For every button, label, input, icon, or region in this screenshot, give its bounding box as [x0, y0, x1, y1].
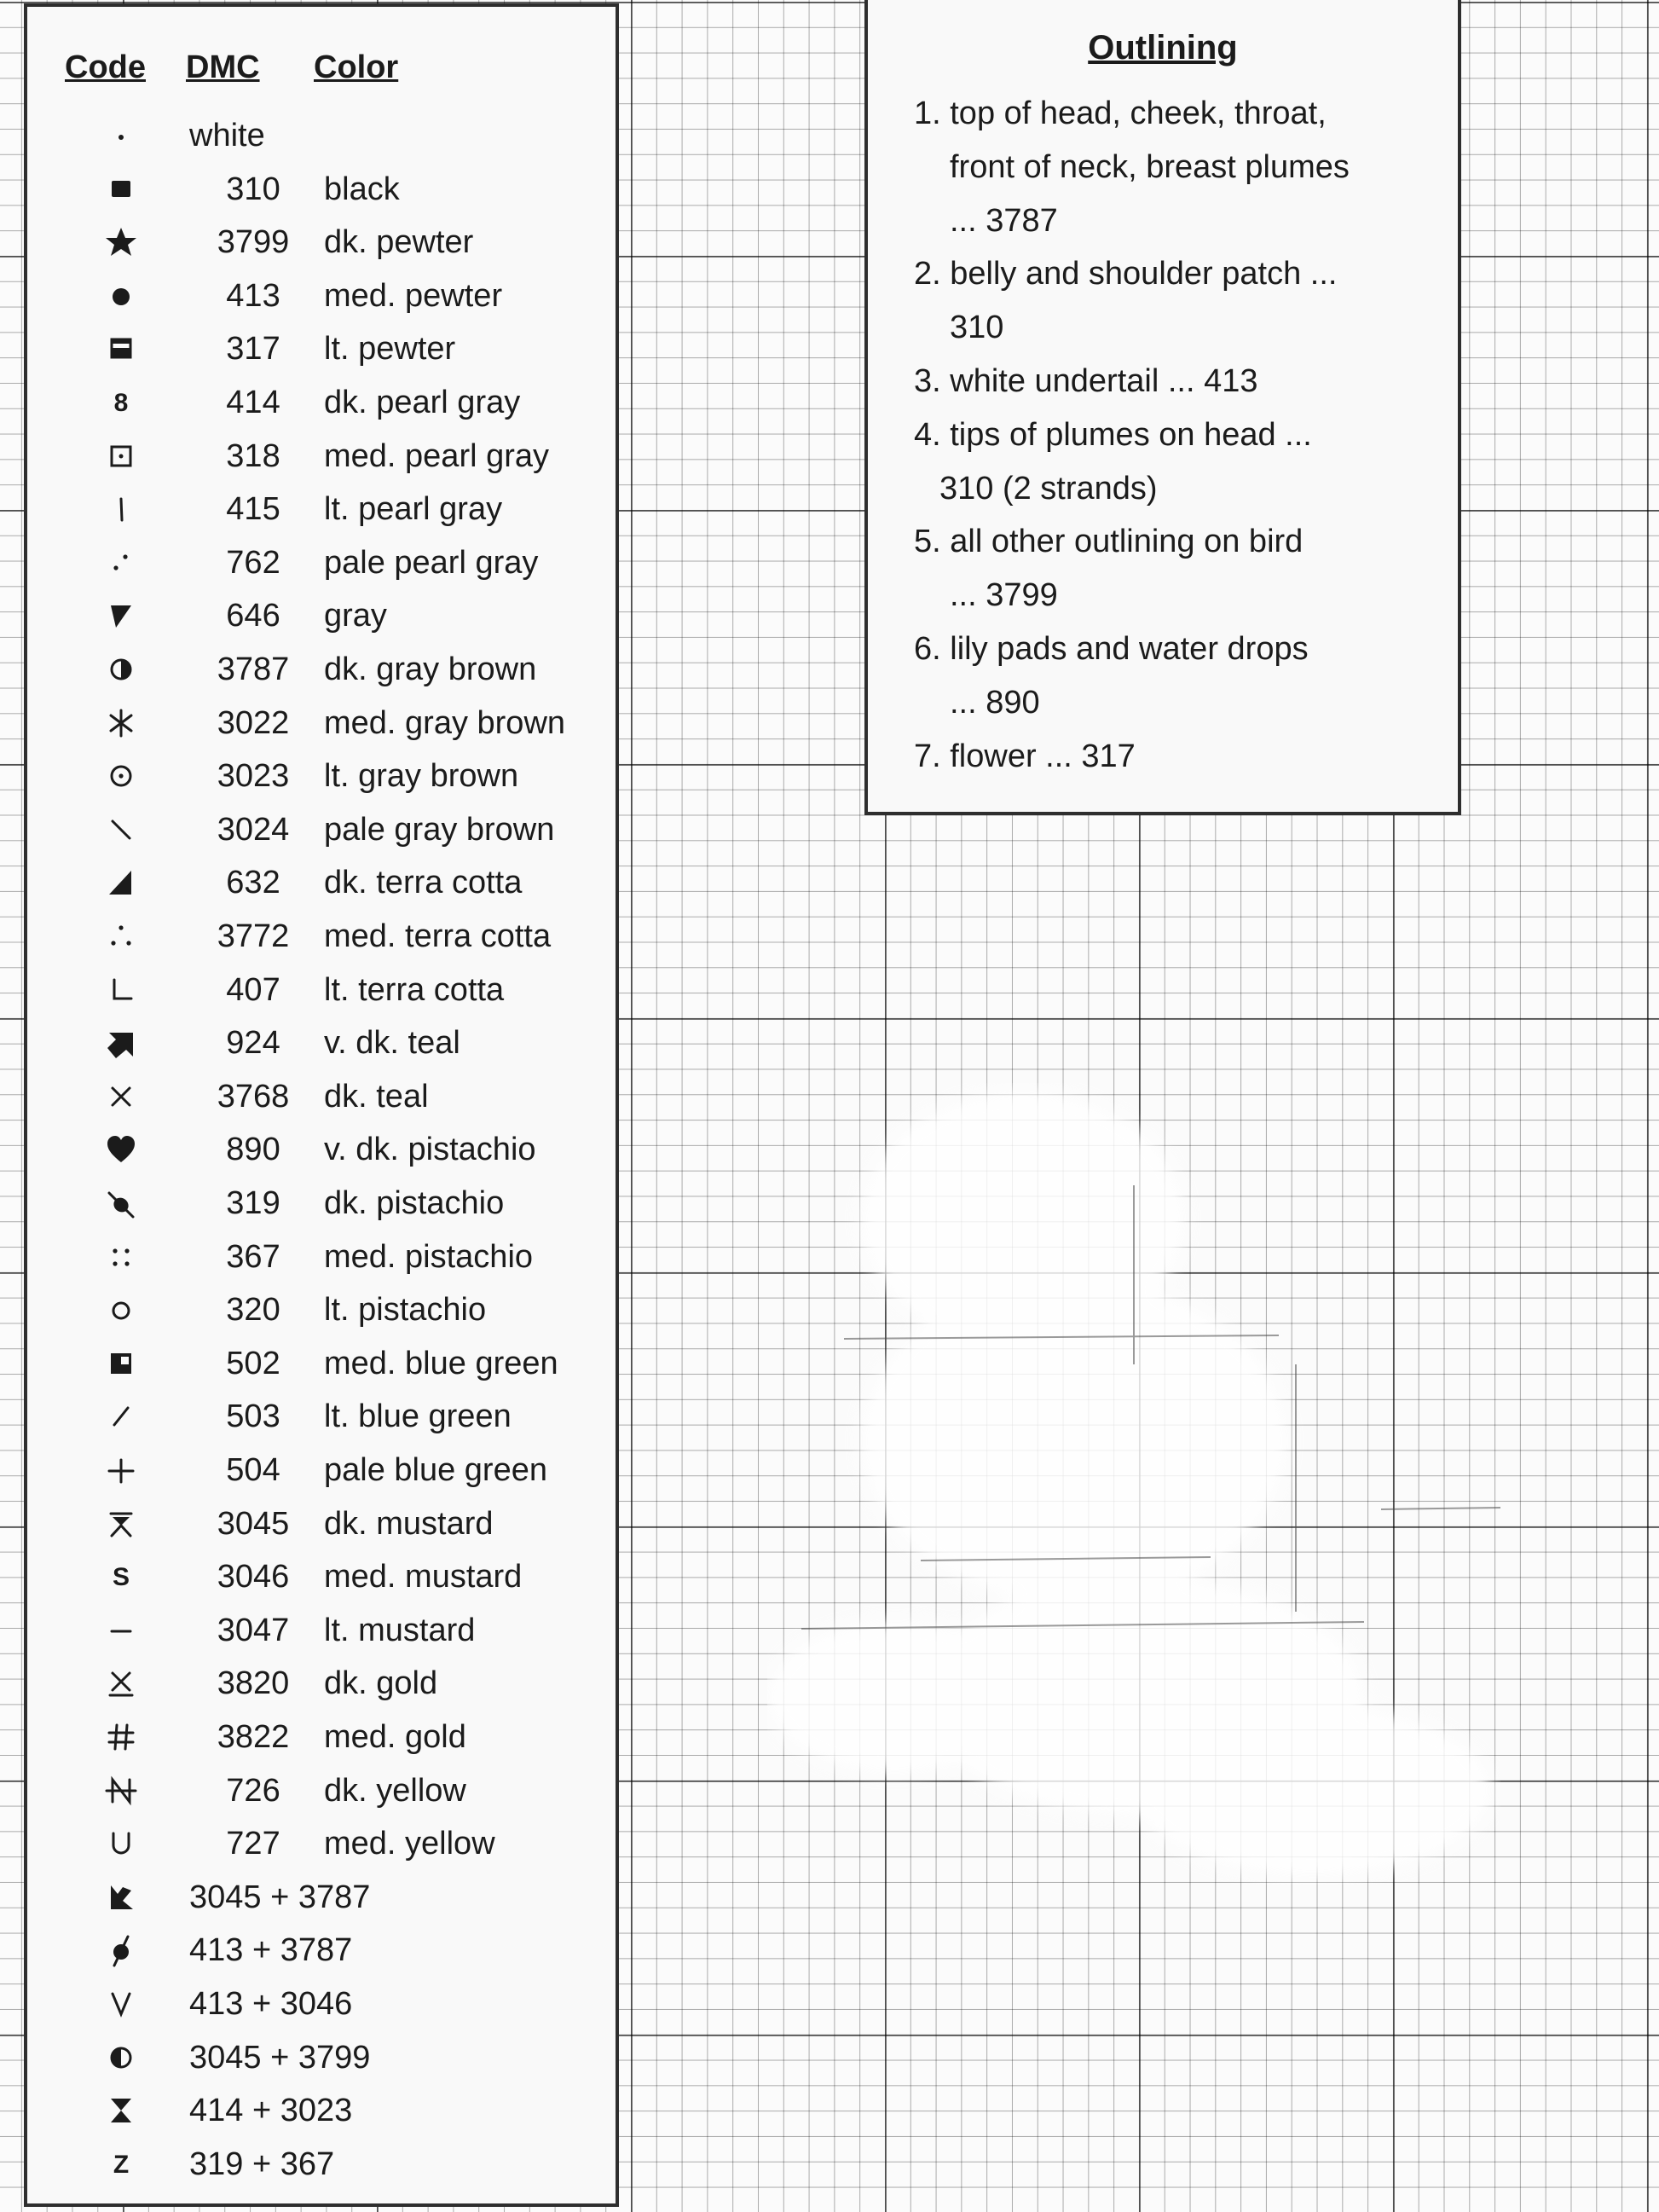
arrow-down-right-icon: [95, 1016, 147, 1069]
dash-icon: [95, 1604, 147, 1657]
color-key-row: [27, 750, 616, 802]
dmc-number: white: [189, 118, 265, 153]
three-dots-icon: [95, 910, 147, 963]
color-name: dk. pearl gray: [324, 385, 521, 420]
color-key-row: [27, 697, 616, 750]
color-key-row: [27, 1177, 616, 1230]
outlining-panel: [864, 0, 1461, 815]
dmc-number: 413: [226, 277, 280, 314]
color-key-row: [27, 322, 616, 375]
erased-smudge-area: [767, 1083, 1500, 1885]
color-name: black: [324, 171, 400, 207]
dmc-number: 646: [226, 598, 280, 634]
l-shape-icon: [95, 964, 147, 1016]
color-key-row: [27, 269, 616, 322]
color-key-row: [27, 643, 616, 696]
color-key-row: [27, 1871, 616, 1924]
color-name: v. dk. teal: [324, 1025, 460, 1062]
dmc-number: 317: [226, 331, 280, 368]
dmc-number: 414 + 3023: [189, 2093, 353, 2129]
outlining-line: 4. tips of plumes on head ...: [914, 416, 1312, 453]
color-key-row: [27, 1444, 616, 1497]
dmc-number: 310: [226, 171, 280, 207]
four-dots-icon: [95, 1230, 147, 1283]
color-name: med. pearl gray: [324, 437, 550, 474]
color-name: med. pistachio: [324, 1238, 534, 1275]
svg-text:8: 8: [113, 389, 129, 417]
outlining-line: ... 3799: [950, 577, 1058, 614]
circle-dot-icon: [95, 750, 147, 802]
color-name: dk. gray brown: [324, 651, 537, 687]
color-key-row: [27, 1977, 616, 2030]
color-key-row: [27, 2031, 616, 2084]
color-name: med. pewter: [324, 277, 503, 314]
color-name: lt. mustard: [324, 1612, 476, 1648]
header-code: Code: [65, 49, 146, 85]
color-key-row: [27, 1764, 616, 1817]
outlining-line: 310 (2 strands): [939, 470, 1158, 507]
backslash-icon: [95, 803, 147, 856]
dmc-number: 3787: [217, 651, 290, 687]
color-key-row: [27, 856, 616, 909]
dmc-number: 414: [226, 385, 280, 420]
color-name: lt. terra cotta: [324, 971, 505, 1008]
glyph-Z-icon: [95, 2138, 147, 2191]
dmc-number: 3045 + 3787: [189, 1879, 371, 1915]
color-key-row: [27, 216, 616, 269]
svg-text:Z: Z: [113, 2150, 130, 2179]
color-key-row: [27, 589, 616, 642]
outlining-line: 6. lily pads and water drops: [914, 631, 1309, 667]
dot-small-icon: [95, 109, 147, 162]
color-key-row: [27, 1016, 616, 1069]
color-key-row: [27, 1123, 616, 1176]
dmc-number: 367: [226, 1238, 280, 1275]
color-name: med. gold: [324, 1719, 466, 1755]
plus-icon: [95, 1444, 147, 1497]
color-key-row: [27, 109, 616, 162]
color-key-row: [27, 376, 616, 429]
color-name: lt. pewter: [324, 331, 456, 368]
dmc-number: 319: [226, 1185, 280, 1221]
dmc-number: 3045: [217, 1505, 290, 1542]
circle-half-left-icon: [95, 2031, 147, 2084]
color-key-row: [27, 803, 616, 856]
color-name: dk. teal: [324, 1078, 429, 1115]
outlining-line: 3. white undertail ... 413: [914, 363, 1258, 399]
color-key-row: [27, 1711, 616, 1763]
dmc-number: 3799: [217, 224, 290, 261]
dmc-number: 3047: [217, 1612, 290, 1648]
color-name: med. terra cotta: [324, 918, 552, 954]
color-name: pale blue green: [324, 1452, 547, 1488]
dmc-number: 726: [226, 1772, 280, 1809]
dmc-number: 3022: [217, 704, 290, 741]
glyph-S-icon: [95, 1550, 147, 1603]
dmc-number: 727: [226, 1826, 280, 1862]
color-key-row: [27, 1230, 616, 1283]
color-key-row: [27, 2138, 616, 2191]
hourglass-x-icon: [95, 1497, 147, 1550]
outlining-line: ... 3787: [950, 202, 1058, 239]
color-key-row: [27, 2084, 616, 2137]
color-name: med. mustard: [324, 1559, 523, 1595]
color-name: med. blue green: [324, 1345, 558, 1381]
color-key-row: [27, 536, 616, 589]
color-name: med. yellow: [324, 1826, 495, 1862]
dmc-number: 3023: [217, 758, 290, 795]
dmc-number: 890: [226, 1132, 280, 1168]
dmc-number: 502: [226, 1345, 280, 1381]
glyph-8-icon: [95, 376, 147, 429]
dmc-number: 318: [226, 437, 280, 474]
x-underline-icon: [95, 1657, 147, 1710]
color-key-row: [27, 1497, 616, 1550]
color-name: dk. pistachio: [324, 1185, 505, 1221]
dmc-number: 3768: [217, 1078, 290, 1115]
asterisk-icon: [95, 697, 147, 750]
color-name: dk. yellow: [324, 1772, 466, 1809]
triangle-down-icon: [95, 589, 147, 642]
color-key-row: [27, 1604, 616, 1657]
x-mark-icon: [95, 1070, 147, 1123]
dmc-number: 415: [226, 491, 280, 528]
dmc-number: 3822: [217, 1719, 290, 1755]
square-quarter-icon: [95, 1337, 147, 1390]
circle-filled-icon: [95, 269, 147, 322]
circle-open-icon: [95, 1283, 147, 1336]
color-key-row: [27, 964, 616, 1016]
square-half-icon: [95, 322, 147, 375]
hash-icon: [95, 1711, 147, 1763]
dmc-number: 632: [226, 865, 280, 901]
color-name: pale gray brown: [324, 811, 555, 848]
color-name: dk. gold: [324, 1665, 438, 1702]
dmc-number: 319 + 367: [189, 2145, 335, 2182]
color-key-row: [27, 483, 616, 536]
color-name: v. dk. pistachio: [324, 1132, 536, 1168]
two-dots-icon: [95, 536, 147, 589]
color-name: dk. pewter: [324, 224, 474, 261]
leaf-filled-icon: [95, 1177, 147, 1230]
outlining-line: 2. belly and shoulder patch ...: [914, 256, 1338, 292]
color-key-row: [27, 163, 616, 216]
header-dmc: DMC: [186, 49, 260, 85]
svg-text:S: S: [112, 1563, 130, 1592]
outlining-title: Outlining: [1088, 29, 1238, 67]
color-name: lt. blue green: [324, 1398, 512, 1435]
dmc-number: 320: [226, 1292, 280, 1329]
dmc-number: 3772: [217, 918, 290, 954]
outlining-line: 7. flower ... 317: [914, 738, 1136, 774]
dmc-number: 924: [226, 1025, 280, 1062]
color-key-row: [27, 1283, 616, 1336]
dmc-number: 413 + 3787: [189, 1932, 353, 1969]
circle-half-icon: [95, 643, 147, 696]
color-key-row: [27, 1550, 616, 1603]
hourglass-filled-icon: [95, 2084, 147, 2137]
struck-N-icon: [95, 1764, 147, 1817]
arrow-up-left-filled-icon: [95, 1871, 147, 1924]
color-key-row: [27, 1390, 616, 1443]
dmc-number: 407: [226, 971, 280, 1008]
outlining-line: front of neck, breast plumes: [950, 148, 1350, 185]
header-color: Color: [314, 49, 399, 85]
color-key-row: [27, 430, 616, 483]
struck-circle-icon: [95, 1924, 147, 1977]
color-key-row: [27, 1070, 616, 1123]
square-dot-icon: [95, 430, 147, 483]
color-key-row: [27, 1337, 616, 1390]
color-name: dk. mustard: [324, 1505, 494, 1542]
slash-icon: [95, 1390, 147, 1443]
dmc-number: 3820: [217, 1665, 290, 1702]
outlining-line: ... 890: [950, 684, 1040, 721]
color-key-row: [27, 1924, 616, 1977]
dmc-number: 503: [226, 1398, 280, 1435]
color-name: lt. pearl gray: [324, 491, 503, 528]
triangle-corner-icon: [95, 856, 147, 909]
color-name: dk. terra cotta: [324, 865, 523, 901]
color-name: med. gray brown: [324, 704, 566, 741]
outlining-line: 1. top of head, cheek, throat,: [914, 96, 1327, 131]
dmc-number: 762: [226, 544, 280, 581]
color-name: lt. pistachio: [324, 1292, 487, 1329]
vertical-bar-icon: [95, 483, 147, 536]
color-key-row: [27, 910, 616, 963]
heart-filled-icon: [95, 1123, 147, 1176]
dmc-number: 413 + 3046: [189, 1986, 353, 2022]
star-filled-icon: [95, 216, 147, 269]
color-key-row: [27, 1657, 616, 1710]
dmc-number: 3024: [217, 811, 290, 848]
dmc-number: 3045 + 3799: [189, 2039, 371, 2076]
color-key-row: [27, 1817, 616, 1870]
dmc-number: 504: [226, 1452, 280, 1488]
u-shape-icon: [95, 1817, 147, 1870]
color-key-panel: [24, 3, 619, 2207]
outlining-line: 5. all other outlining on bird: [914, 524, 1304, 560]
square-filled-icon: [95, 163, 147, 216]
outlining-line: 310: [950, 310, 1004, 346]
color-name: lt. gray brown: [324, 758, 519, 795]
color-name: gray: [324, 598, 387, 634]
dmc-number: 3046: [217, 1559, 290, 1595]
color-name: pale pearl gray: [324, 544, 539, 581]
v-shape-icon: [95, 1977, 147, 2030]
